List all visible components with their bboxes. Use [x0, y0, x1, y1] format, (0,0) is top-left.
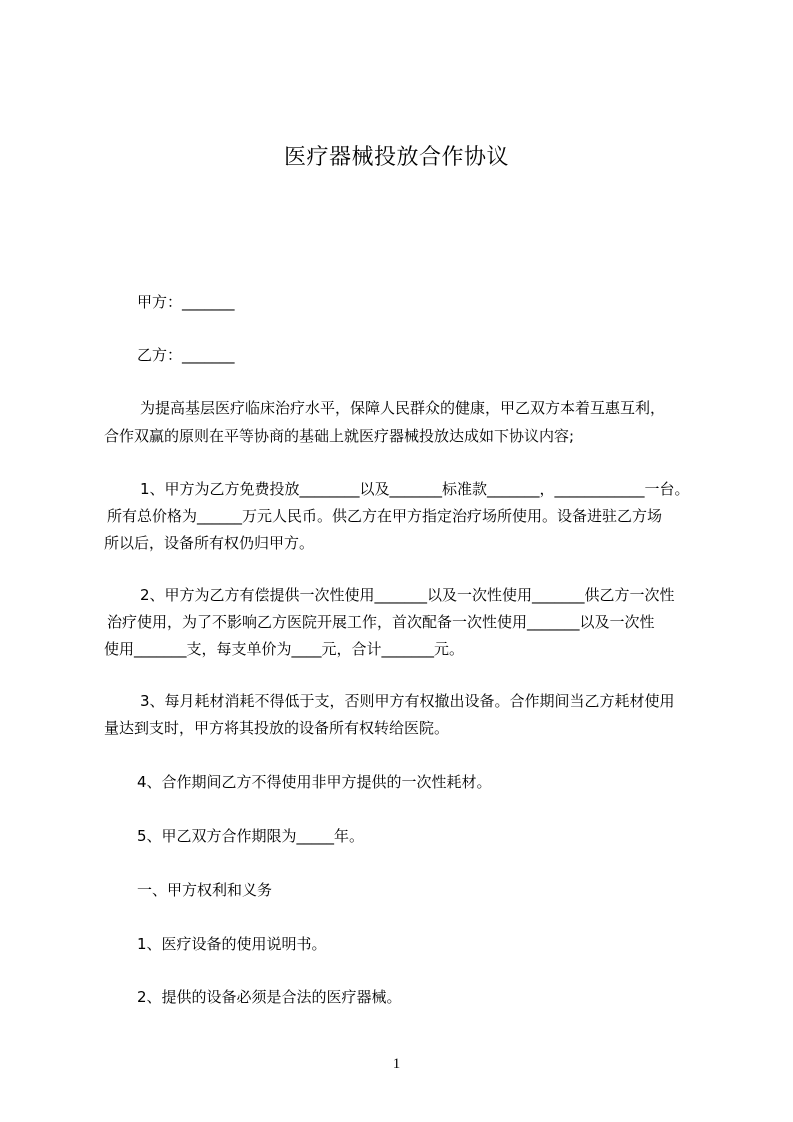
- clause-5: 5、甲乙双方合作期限为_____年。: [137, 827, 365, 845]
- clause-1-line-3: 所以后，设备所有权仍归甲方。: [104, 534, 315, 552]
- clause-2-line-1: 2、甲方为乙方有偿提供一次性使用_______以及一次性使用_______供乙方一次性: [140, 586, 675, 604]
- clause-3-line-1: 3、每月耗材消耗不得低于支，否则甲方有权撤出设备。合作期间当乙方耗材使用: [140, 692, 675, 710]
- clause-1-line-1: 1、甲方为乙方免费投放________以及_______标准款_______，____________一台。: [140, 480, 690, 498]
- section-1-item-2: 2、提供的设备必须是合法的医疗器械。: [137, 988, 402, 1006]
- clause-2-line-2: 治疗使用，为了不影响乙方医院开展工作，首次配备一次性使用_______以及一次性: [107, 613, 655, 631]
- clause-3-line-2: 量达到支时，甲方将其投放的设备所有权转给医院。: [104, 719, 450, 737]
- clause-1-line-2: 所有总价格为______万元人民币。供乙方在甲方指定治疗场所使用。设备进驻乙方场: [107, 507, 663, 525]
- party-b-line: 乙方：_______: [137, 346, 235, 364]
- intro-line-2: 合作双赢的原则在平等协商的基础上就医疗器械投放达成如下协议内容;: [104, 427, 575, 445]
- section-1-item-1: 1、医疗设备的使用说明书。: [137, 935, 327, 953]
- clause-4: 4、合作期间乙方不得使用非甲方提供的一次性耗材。: [137, 773, 492, 791]
- page-number: 1: [392, 1056, 401, 1072]
- clause-2-line-3: 使用_______支，每支单价为____元，合计_______元。: [104, 640, 465, 658]
- intro-line-1: 为提高基层医疗临床治疗水平，保障人民群众的健康，甲乙双方本着互惠互利，: [140, 399, 666, 417]
- party-a-line: 甲方：_______: [137, 293, 235, 311]
- section-1-heading: 一、甲方权利和义务: [137, 881, 273, 899]
- document-title: 医疗器械投放合作协议: [283, 145, 509, 170]
